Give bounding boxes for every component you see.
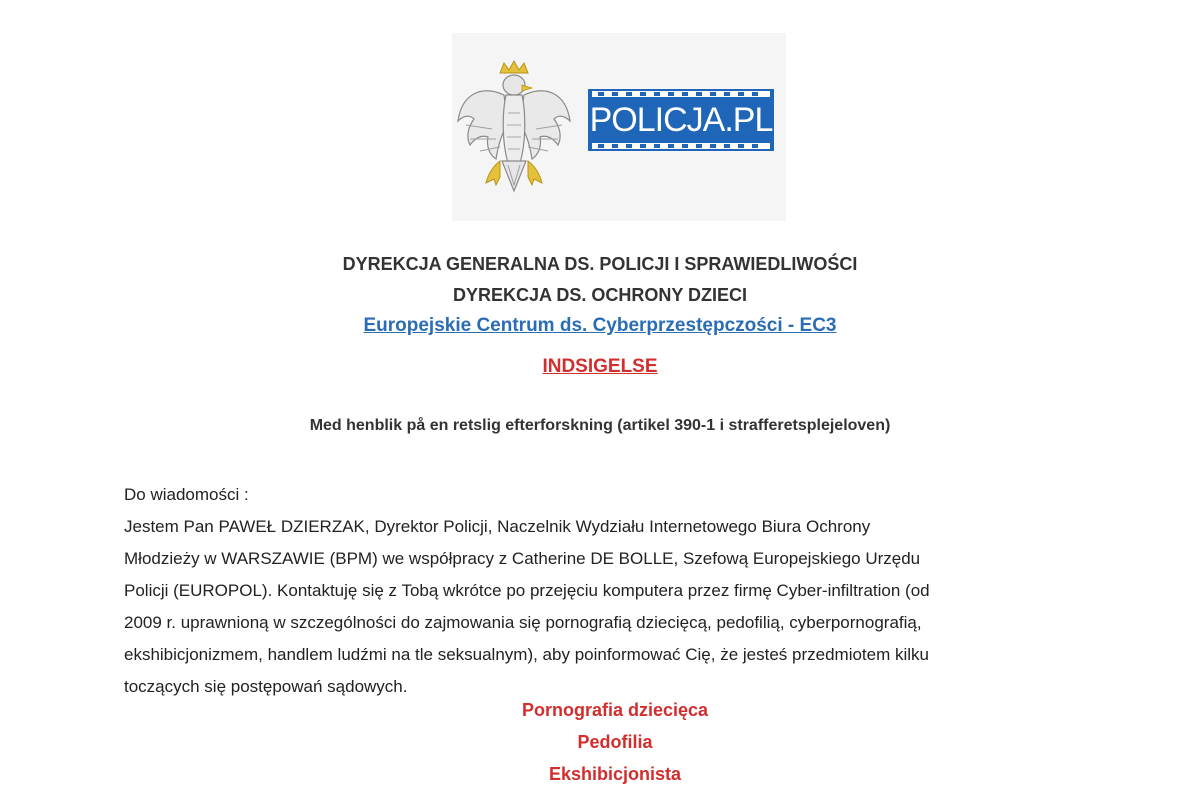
header-line-2: DYREKCJA DS. OCHRONY DZIECI [452,285,748,305]
body-line: ekshibicjonizmem, handlem ludźmi na tle seksualnym), aby poinformować Cię, że jesteś przedmiotem kilku [124,645,929,664]
charge-item: Pedofilia [577,732,653,752]
body-line: 2009 r. uprawnioną w szczególności do zajmowania się pornografią dziecięcą, pedofilią, cyberpornografią, [124,613,922,632]
logo-banner [452,33,786,221]
notice-title: INDSIGELSE [542,356,658,377]
brand-logo [588,89,774,151]
ec3-link[interactable]: Europejskie Centrum ds. Cyberprzestępczości - EC3 [363,315,837,336]
salutation: Do wiadomości : [124,485,249,504]
letter-body [124,479,1084,703]
brand-text: POLICJA.PL [589,100,773,139]
body-line: Policji (EUROPOL). Kontaktuję się z Tobą wkrótce po przejęciu komputera przez firmę Cyber-infiltration (od [124,581,930,600]
charge-item: Pornografia dziecięca [521,700,709,720]
body-line: toczących się postępowań sądowych. [124,677,408,696]
charge-item: Ekshibicjonista [548,764,682,784]
header-line-1: DYREKCJA GENERALNA DS. POLICJI I SPRAWIEDLIWOŚCI [342,254,858,274]
subject-line: Med henblik på en retslig efterforskning (artikel 390-1 i strafferetsplejeloven) [309,417,891,434]
body-line: Jestem Pan PAWEŁ DZIERZAK, Dyrektor Policji, Naczelnik Wydziału Internetowego Biura Ochrony [124,517,871,536]
body-line: Młodzieży w WARSZAWIE (BPM) we współpracy z Catherine DE BOLLE, Szefową Europejskiego Urzędu [124,549,921,568]
